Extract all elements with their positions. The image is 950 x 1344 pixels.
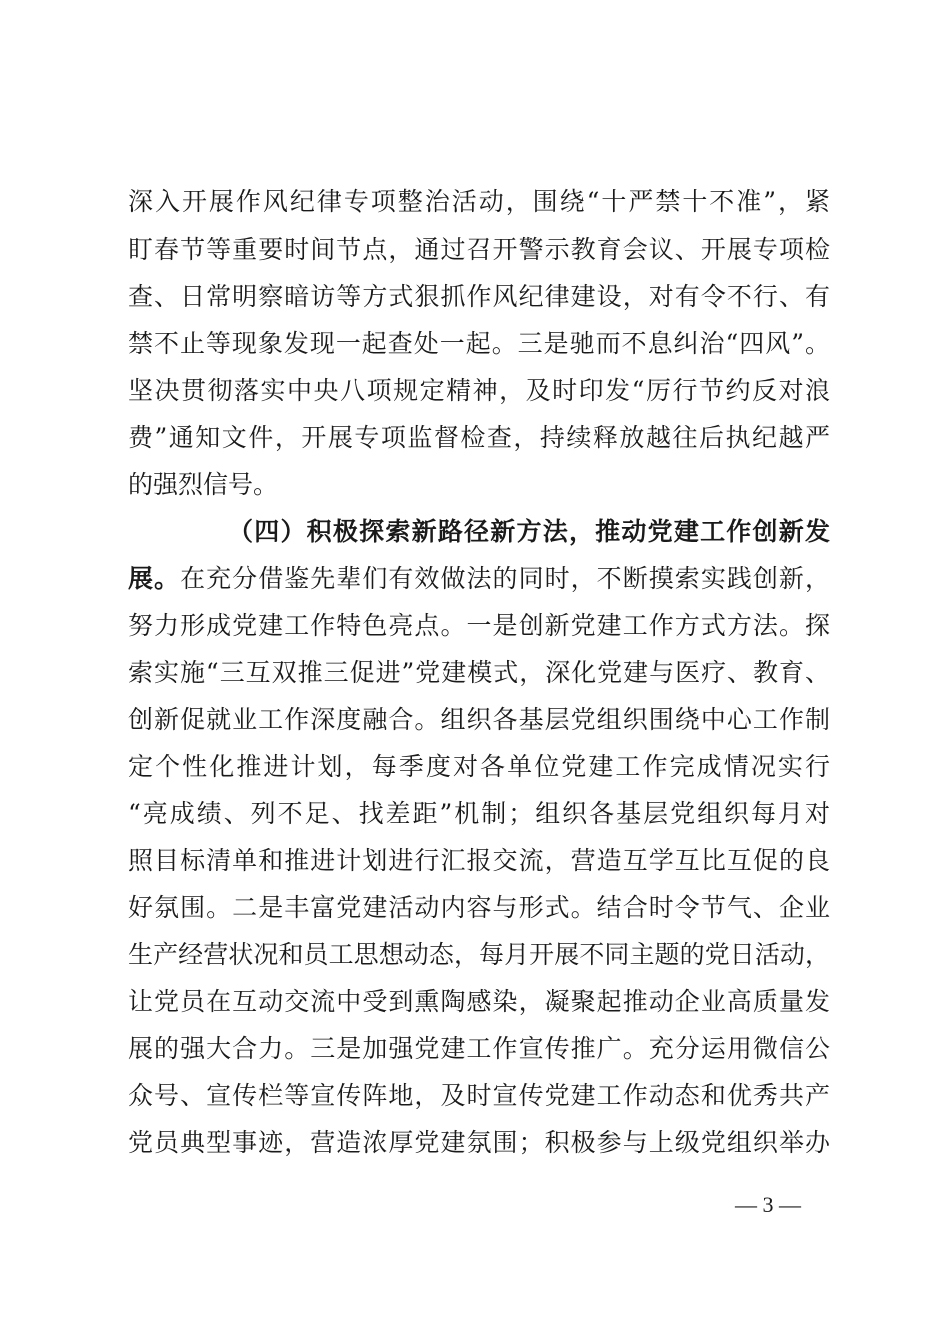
paragraph-line: 费”通知文件，开展专项监督检查，持续释放越往后执纪越严 (128, 423, 830, 452)
paragraph-line: 努力形成党建工作特色亮点。一是创新党建工作方式方法。探 (128, 611, 830, 640)
paragraph-line: 查、日常明察暗访等方式狠抓作风纪律建设，对有令不行、有 (128, 282, 830, 311)
paragraph-line: 创新促就业工作深度融合。组织各基层党组织围绕中心工作制 (128, 705, 830, 734)
paragraph-line: 好氛围。二是丰富党建活动内容与形式。结合时令节气、企业 (128, 893, 830, 922)
paragraph-line: 照目标清单和推进计划进行汇报交流，营造互学互比互促的良 (128, 846, 830, 875)
paragraph-text: 在充分借鉴先辈们有效做法的同时，不断摸索实践创新， (180, 564, 830, 593)
section-heading-end: 展。 (128, 564, 181, 593)
section-heading: （四）积极探索新路径新方法，推动党建工作创新发 (228, 517, 830, 546)
paragraph-line: 的强烈信号。 (128, 470, 279, 499)
paragraph-line: 盯春节等重要时间节点，通过召开警示教育会议、开展专项检 (128, 235, 830, 264)
paragraph-line: 党员典型事迹，营造浓厚党建氛围；积极参与上级党组织举办 (128, 1128, 830, 1157)
paragraph-line: 定个性化推进计划，每季度对各单位党建工作完成情况实行 (128, 752, 830, 781)
paragraph-line: 坚决贯彻落实中央八项规定精神，及时印发“厉行节约反对浪 (128, 376, 830, 405)
paragraph-line: 展的强大合力。三是加强党建工作宣传推广。充分运用微信公 (128, 1034, 830, 1063)
page-number: — 3 — (735, 1192, 801, 1217)
paragraph-line: 禁不止等现象发现一起查处一起。三是驰而不息纠治“四风”。 (128, 329, 830, 358)
paragraph-line: 让党员在互动交流中受到熏陶感染，凝聚起推动企业高质量发 (128, 987, 830, 1016)
paragraph-line: 众号、宣传栏等宣传阵地，及时宣传党建工作动态和优秀共产 (128, 1081, 830, 1110)
paragraph-line: 索实施“三互双推三促进”党建模式，深化党建与医疗、教育、 (128, 658, 830, 687)
section-heading-continuation (128, 557, 830, 601)
paragraph-line: “亮成绩、列不足、找差距”机制；组织各基层党组织每月对 (128, 799, 830, 828)
paragraph-line: 生产经营状况和员工思想动态，每月开展不同主题的党日活动， (128, 940, 830, 969)
paragraph-line: 深入开展作风纪律专项整治活动，围绕“十严禁十不准”，紧 (128, 187, 830, 216)
